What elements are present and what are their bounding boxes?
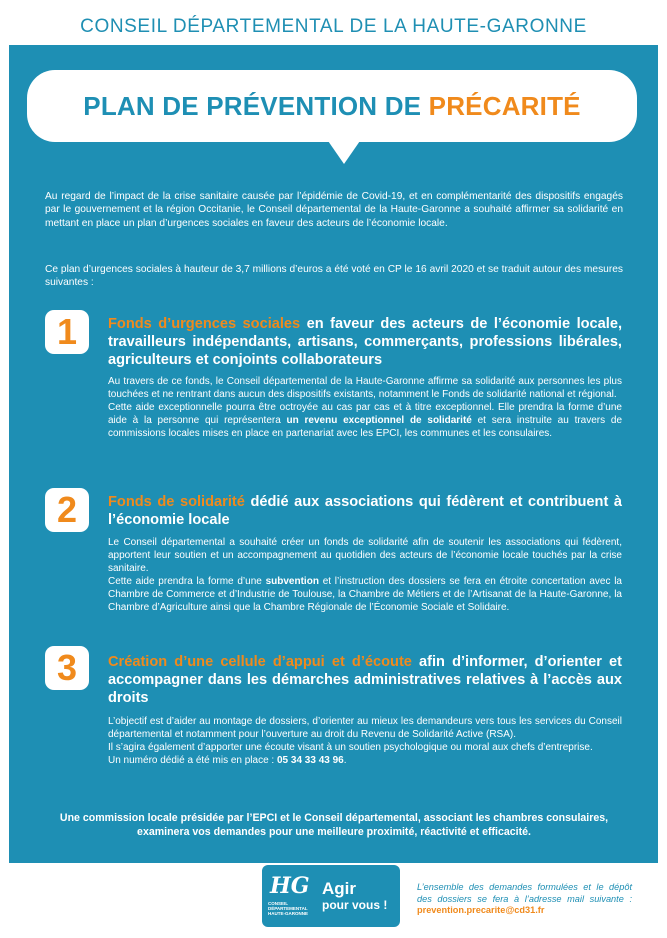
organization-name: CONSEIL DÉPARTEMENTAL DE LA HAUTE-GARONNE	[80, 16, 587, 37]
title-highlight: PRÉCARITÉ	[428, 90, 581, 121]
section-2-number: 2	[45, 488, 89, 532]
page-title: PLAN DE PRÉVENTION DE PRÉCARITÉ	[83, 90, 581, 121]
department-logo	[262, 865, 400, 927]
title-bubble	[27, 70, 637, 142]
logo-slogan	[322, 880, 387, 912]
section-1-heading: Fonds d’urgences sociales en faveur des acteurs de l’économie locale, travailleurs indépendants, artisans, commerçants, professions libérales, agriculteurs et conjoints collaborateurs	[108, 316, 622, 368]
footer-note: L’ensemble des demandes formulées et le dépôt des dossiers se fera à l’adresse mail suivante : prevention.precarite@cd31.fr	[417, 882, 632, 915]
logo-slogan-line2: pour vous !	[322, 898, 388, 912]
intro-paragraph-1: Au regard de l’impact de la crise sanitaire causée par l’épidémie de Covid-19, et en complémentarité des dispositifs engagés par le gouvernement et la région Occitanie, le Conseil départemental de la Haute-Garonne a souhaité affirmer sa solidarité en mettant en place un plan d’urgences sociales en faveur des acteurs de l’économie locale.	[45, 191, 623, 229]
section-1-body: Au travers de ce fonds, le Conseil départemental de la Haute-Garonne affirme sa solidarité aux personnes les plus touchées et ne rentrant dans aucun des dispositifs existants, notamment le Fonds de solidarité national et régional. Cette aide exceptionnelle pourra être octroyée au cas par cas et à titre exceptionnel. Elle prendra la forme d’une aide à la personne qui représentera un revenu exceptionnel de solidarité et sera instruite au travers de commissions locales mises en place en partenariat avec les EPCI, les communes et les consulaires.	[108, 376, 623, 439]
logo-slogan-line1: Agir	[322, 879, 356, 898]
section-3-heading: Création d’une cellule d’appui et d’écoute afin d’informer, d’orienter et accompagner dans les démarches administratives relatives à l’accès aux droits	[108, 654, 622, 706]
closing-statement: Une commission locale présidée par l’EPCI et le Conseil départemental, associant les chambres consulaires, examinera vos demandes pour une meilleure proximité, réactivité et efficacité.	[59, 812, 609, 838]
intro-paragraph-2: Ce plan d’urgences sociales à hauteur de 3,7 millions d’euros a été voté en CP le 16 avril 2020 et se traduit autour des mesures suivantes :	[45, 264, 623, 289]
logo-subtitle: CONSEIL DÉPARTEMENTAL HAUTE-GARONNE	[268, 901, 308, 916]
section-1-number: 1	[45, 310, 89, 354]
contact-email-link[interactable]: prevention.precarite@cd31.fr	[417, 905, 545, 915]
section-2-heading: Fonds de solidarité dédié aux associations qui fédèrent et contribuent à l’économie locale	[108, 494, 623, 528]
section-3-number: 3	[45, 646, 89, 690]
bubble-tail	[326, 138, 362, 164]
helpline-phone[interactable]: 05 34 33 43 96	[277, 754, 344, 766]
section-2-body: Le Conseil départemental a souhaité créer un fonds de solidarité afin de soutenir les associations qui fédèrent, apportent leur soutien et un accompagnement au quotidien des acteurs de l’économie locale touchés par la crise sanitaire. Cette aide prendra la forme d’une subvention et l’instruction des dossiers se fera en étroite concertation avec la Chambre de Commerce et d’Industrie de Toulouse, la Chambre de Métiers et de l’Artisanat de la Haute-Garonne, la Chambre d’Agriculture ainsi que la Chambre Régionale de l’Économie Sociale et Solidaire.	[108, 537, 622, 613]
section-3-body: L’objectif est d’aider au montage de dossiers, d’orienter au mieux les demandeurs vers tous les services du Conseil départemental et notamment pour l’ouverture au droit du Revenu de Solidarité Active (RSA). Il s’agira également d’apporter une écoute visant à un soutien psychologique ou moral aux chefs d’entreprise. Un numéro dédié a été mis en place : 05 34 33 43 96.	[108, 716, 622, 766]
logo-monogram: HG	[270, 873, 310, 899]
hg-logo-icon	[268, 869, 318, 923]
